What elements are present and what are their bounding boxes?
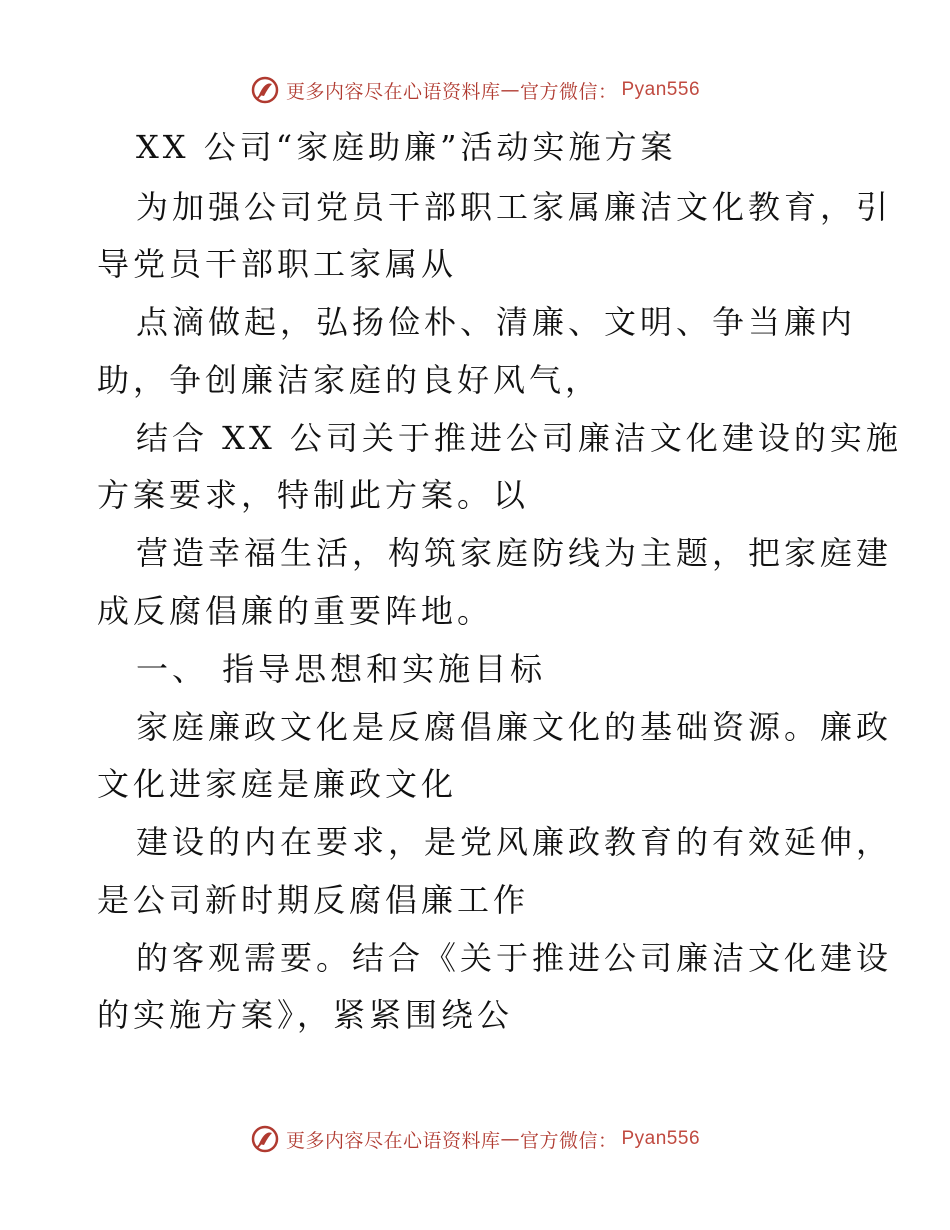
paragraph-line: 是公司新时期反腐倡廉工作 (97, 881, 530, 919)
paragraph-line: 家庭廉政文化是反腐倡廉文化的基础资源。廉政 (136, 708, 893, 746)
watermark-logo-icon (250, 1124, 280, 1154)
paragraph-line: 的客观需要。结合《关于推进公司廉洁文化建设 (136, 939, 893, 977)
paragraph-line: 成反腐倡廉的重要阵地。 (97, 592, 494, 630)
watermark-text: 更多内容尽在心语资料库 (285, 1129, 501, 1152)
section-heading: 一、 指导思想和实施目标 (136, 650, 547, 688)
watermark-separator: — (500, 79, 520, 101)
watermark-separator: — (500, 1128, 520, 1150)
paragraph-line: 点滴做起，弘扬俭朴、清廉、文明、争当廉内 (136, 303, 857, 341)
watermark-wechat-id: Pyan556 (621, 1128, 701, 1149)
watermark-wechat-id: Pyan556 (621, 79, 701, 100)
paragraph-line: 方案要求，特制此方案。以 (97, 476, 530, 514)
paragraph-line: 营造幸福生活，构筑家庭防线为主题，把家庭建 (136, 534, 893, 572)
paragraph-line: 导党员干部职工家属从 (97, 245, 458, 283)
footer-watermark (0, 1122, 950, 1156)
paragraph-line: 文化进家庭是廉政文化 (97, 765, 458, 803)
watermark-wechat-label: 官方微信： (519, 1129, 618, 1152)
paragraph-line: 的实施方案》，紧紧围绕公 (97, 996, 514, 1034)
watermark-text: 更多内容尽在心语资料库 (285, 80, 501, 103)
paragraph-line: 结合 XX 公司关于推进公司廉洁文化建设的实施 (136, 419, 902, 457)
document-title: XX 公司“家庭助廉”活动实施方案 (136, 128, 677, 166)
watermark-logo-icon (250, 75, 280, 105)
paragraph-line: 建设的内在要求，是党风廉政教育的有效延伸， (136, 823, 893, 861)
paragraph-line: 助，争创廉洁家庭的良好风气， (97, 361, 602, 399)
paragraph-line: 为加强公司党员干部职工家属廉洁文化教育，引 (136, 188, 893, 226)
header-watermark (0, 73, 950, 107)
watermark-wechat-label: 官方微信： (519, 80, 618, 103)
